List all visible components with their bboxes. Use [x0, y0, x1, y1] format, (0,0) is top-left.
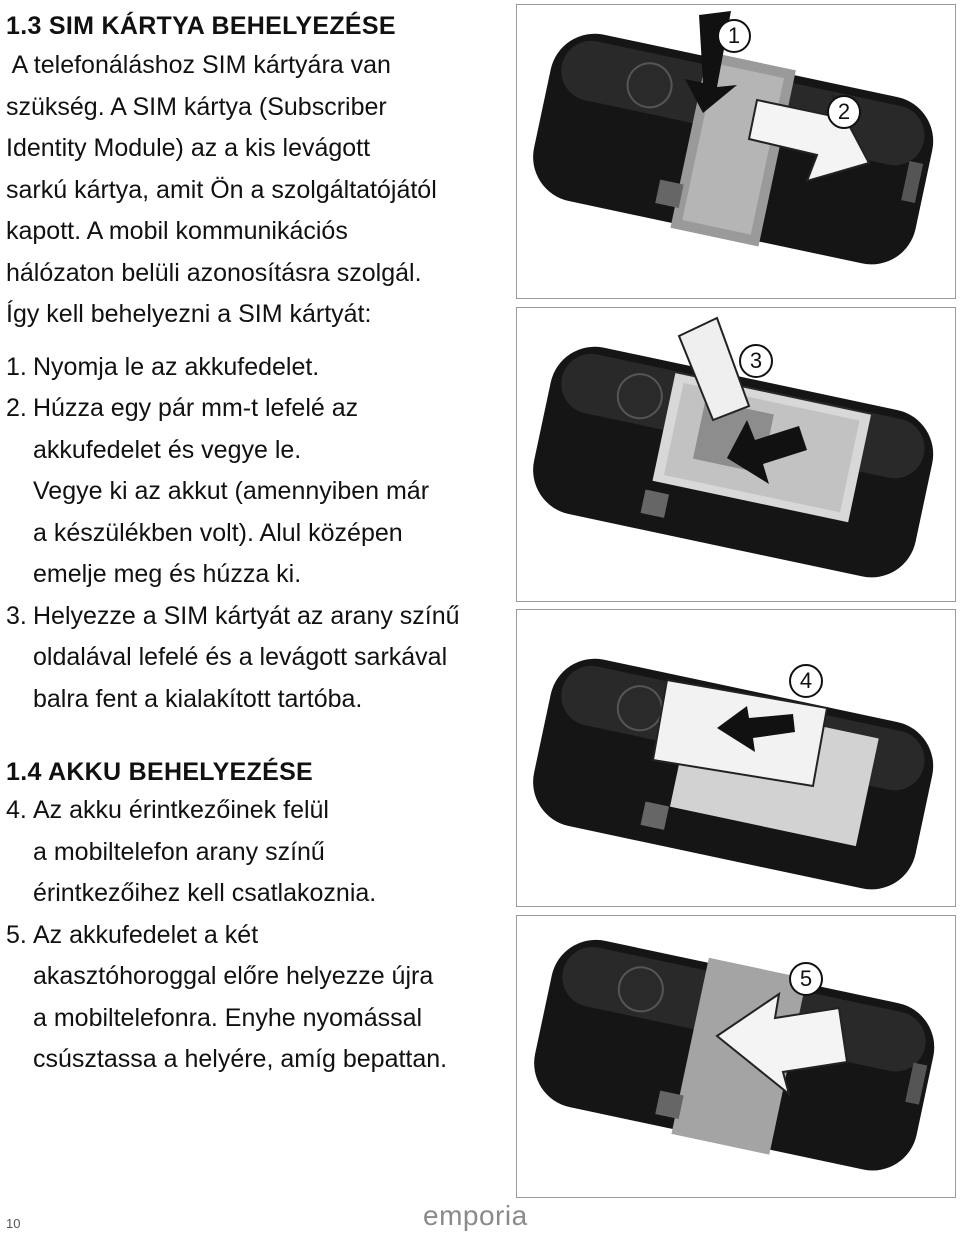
step-line: akkufedelet és vegye le. — [33, 435, 302, 464]
step-line: Az akkufedelet a két — [33, 920, 259, 949]
step-badge-1: 1 — [717, 19, 751, 53]
figure-replace-cover — [516, 915, 956, 1198]
step-number: 4. — [6, 796, 27, 824]
step-badge-5: 5 — [789, 962, 823, 996]
battery-steps-list — [6, 790, 506, 1081]
step-number: 5. — [6, 920, 27, 949]
section-heading-sim: 1.3 SIM KÁRTYA BEHELYEZÉSE — [6, 12, 396, 40]
section-heading-battery: 1.4 AKKU BEHELYEZÉSE — [6, 758, 314, 786]
battery-insert-illustration — [517, 610, 955, 906]
intro-line: sarkú kártya, amit Ön a szolgáltatójától — [6, 175, 437, 204]
step-line: Nyomja le az akkufedelet. — [33, 352, 320, 381]
step-badge-3: 3 — [739, 344, 773, 378]
step-badge-4: 4 — [789, 664, 823, 698]
step-line: a készülékben volt). Alul középen — [33, 518, 403, 547]
sim-insert-illustration — [517, 308, 955, 601]
intro-paragraph — [6, 45, 506, 336]
step-number: 3. — [6, 601, 27, 630]
intro-line: Így kell behelyezni a SIM kártyát: — [6, 300, 372, 328]
step-item — [6, 790, 506, 915]
step-number: 2. — [6, 394, 27, 422]
brand-logo: emporia — [423, 1200, 528, 1231]
step-line: Az akku érintkezőinek felül — [33, 796, 329, 824]
intro-line: Identity Module) az a kis levágott — [6, 134, 371, 162]
figure-insert-battery — [516, 609, 956, 907]
step-line: Húzza egy pár mm-t lefelé az — [33, 394, 359, 422]
step-line: Vegye ki az akkut (amennyiben már — [33, 477, 430, 505]
step-badge-2: 2 — [827, 95, 861, 129]
step-number: 1. — [6, 352, 27, 381]
step-line: érintkezőihez kell csatlakoznia. — [33, 879, 377, 907]
step-line: csúsztassa a helyére, amíg bepattan. — [33, 1045, 448, 1073]
figure-insert-sim — [516, 307, 956, 602]
step-line: emelje meg és húzza ki. — [33, 560, 302, 588]
step-item — [6, 347, 506, 389]
step-line: a mobiltelefonra. Enyhe nyomással — [33, 1003, 423, 1032]
step-line: Helyezze a SIM kártyát az arany színű — [33, 601, 460, 630]
cover-replace-illustration — [517, 916, 955, 1197]
sim-steps-list — [6, 347, 506, 721]
text-column — [6, 10, 506, 1081]
step-item — [6, 596, 506, 721]
step-line: a mobiltelefon arany színű — [33, 837, 325, 866]
step-line: oldalával lefelé és a levágott sarkával — [33, 643, 448, 671]
intro-line: kapott. A mobil kommunikációs — [6, 217, 348, 245]
step-item — [6, 915, 506, 1081]
intro-line: szükség. A SIM kártya (Subscriber — [6, 92, 387, 121]
intro-line: A telefonáláshoz SIM kártyára van — [6, 51, 391, 79]
step-line: akasztóhoroggal előre helyezze újra — [33, 962, 434, 990]
figure-press-slide-cover — [516, 4, 956, 299]
intro-line: hálózaton belüli azonosításra szolgál. — [6, 258, 422, 287]
step-item — [6, 388, 506, 596]
page-number: 10 — [6, 1216, 21, 1231]
step-line: balra fent a kialakított tartóba. — [33, 684, 363, 713]
